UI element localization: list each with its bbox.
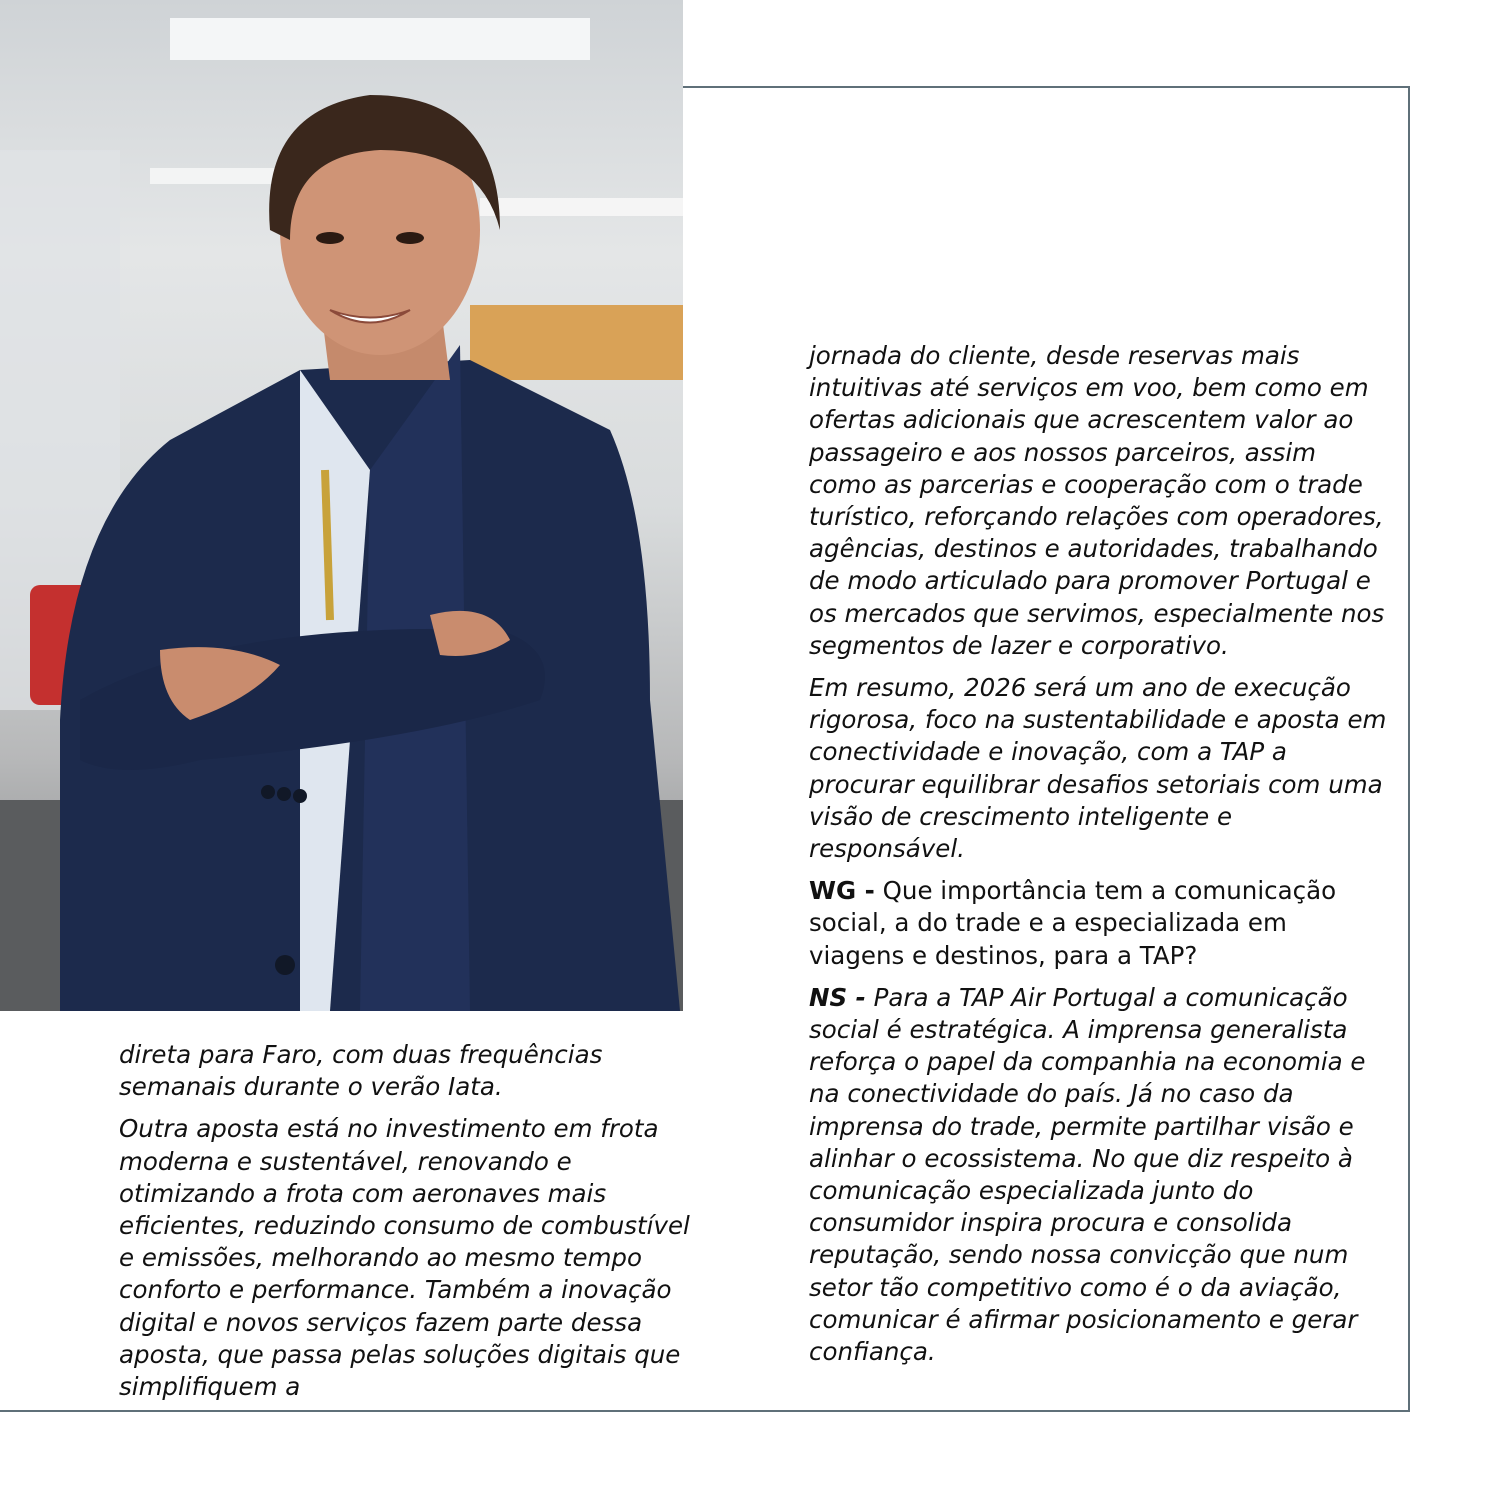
right-text-column bbox=[809, 340, 1389, 1378]
interview-answer bbox=[809, 982, 1389, 1368]
left-paragraph-1: direta para Faro, com duas frequências semanais durante o verão Iata. bbox=[119, 1040, 603, 1102]
sleeve-button bbox=[293, 789, 307, 803]
right-paragraph-1: jornada do cliente, desde reservas mais intuitivas até serviços em voo, bem como em ofertas adicionais que acrescentem valor ao passageiro e aos nossos parceiros, assim como as parcerias e cooperação com o trade turístico, reforçando relações com operadores, agências, destinos e autoridades, trabalhando de modo articulado para promover Portugal e os mercados que servimos, especialmente nos segmentos de lazer e corporativo. bbox=[809, 341, 1385, 660]
ceiling-light bbox=[170, 18, 590, 60]
question-text: Que importância tem a comunicação social, a do trade e a especializada em viagens e destinos, para a TAP? bbox=[809, 876, 1337, 970]
ceiling-light bbox=[150, 168, 290, 184]
answer-label: NS - bbox=[809, 982, 866, 1012]
frame-border-right bbox=[1408, 86, 1410, 1412]
left-text-column bbox=[119, 1039, 699, 1402]
eye bbox=[396, 232, 424, 244]
portrait-illustration bbox=[0, 0, 683, 1011]
answer-text: Para a TAP Air Portugal a comunicação social é estratégica. A imprensa generalista reforça o papel da companhia na economia e na conectividade do país. Já no caso da imprensa do trade, permite partilhar visão e alinhar o ecossistema. No que diz respeito à comunicação especializada junto do consumidor inspira procura e consolida reputação, sendo nossa convicção que num setor tão competitivo como é o da aviação, comunicar é afirmar posicionamento e gerar confiança. bbox=[809, 982, 1366, 1367]
portrait-photo bbox=[0, 0, 683, 1011]
frame-border-bottom bbox=[0, 1410, 1410, 1412]
right-paragraph-2: Em resumo, 2026 será um ano de execução rigorosa, foco na sustentabilidade e aposta em conectividade e inovação, com a TAP a procurar equilibrar desafios setoriais com uma visão de crescimento inteligente e responsável. bbox=[809, 673, 1387, 864]
lanyard bbox=[325, 470, 330, 620]
interview-question bbox=[809, 875, 1389, 972]
wooden-panel bbox=[470, 305, 683, 380]
ceiling-light bbox=[480, 198, 683, 216]
frame-border-top bbox=[683, 86, 1410, 88]
question-label: WG - bbox=[809, 876, 875, 906]
left-paragraph-2: Outra aposta está no investimento em frota moderna e sustentável, renovando e otimizando a frota com aeronaves mais eficientes, reduzindo consumo de combustível e emissões, melhorando ao mesmo tempo conforto e performance. Também a inovação digital e novos serviços fazem parte dessa aposta, que passa pelas soluções digitais que simplifiquem a bbox=[119, 1114, 690, 1402]
eye bbox=[316, 232, 344, 244]
jacket-button bbox=[275, 955, 295, 975]
sleeve-button bbox=[277, 787, 291, 801]
sleeve-button bbox=[261, 785, 275, 799]
